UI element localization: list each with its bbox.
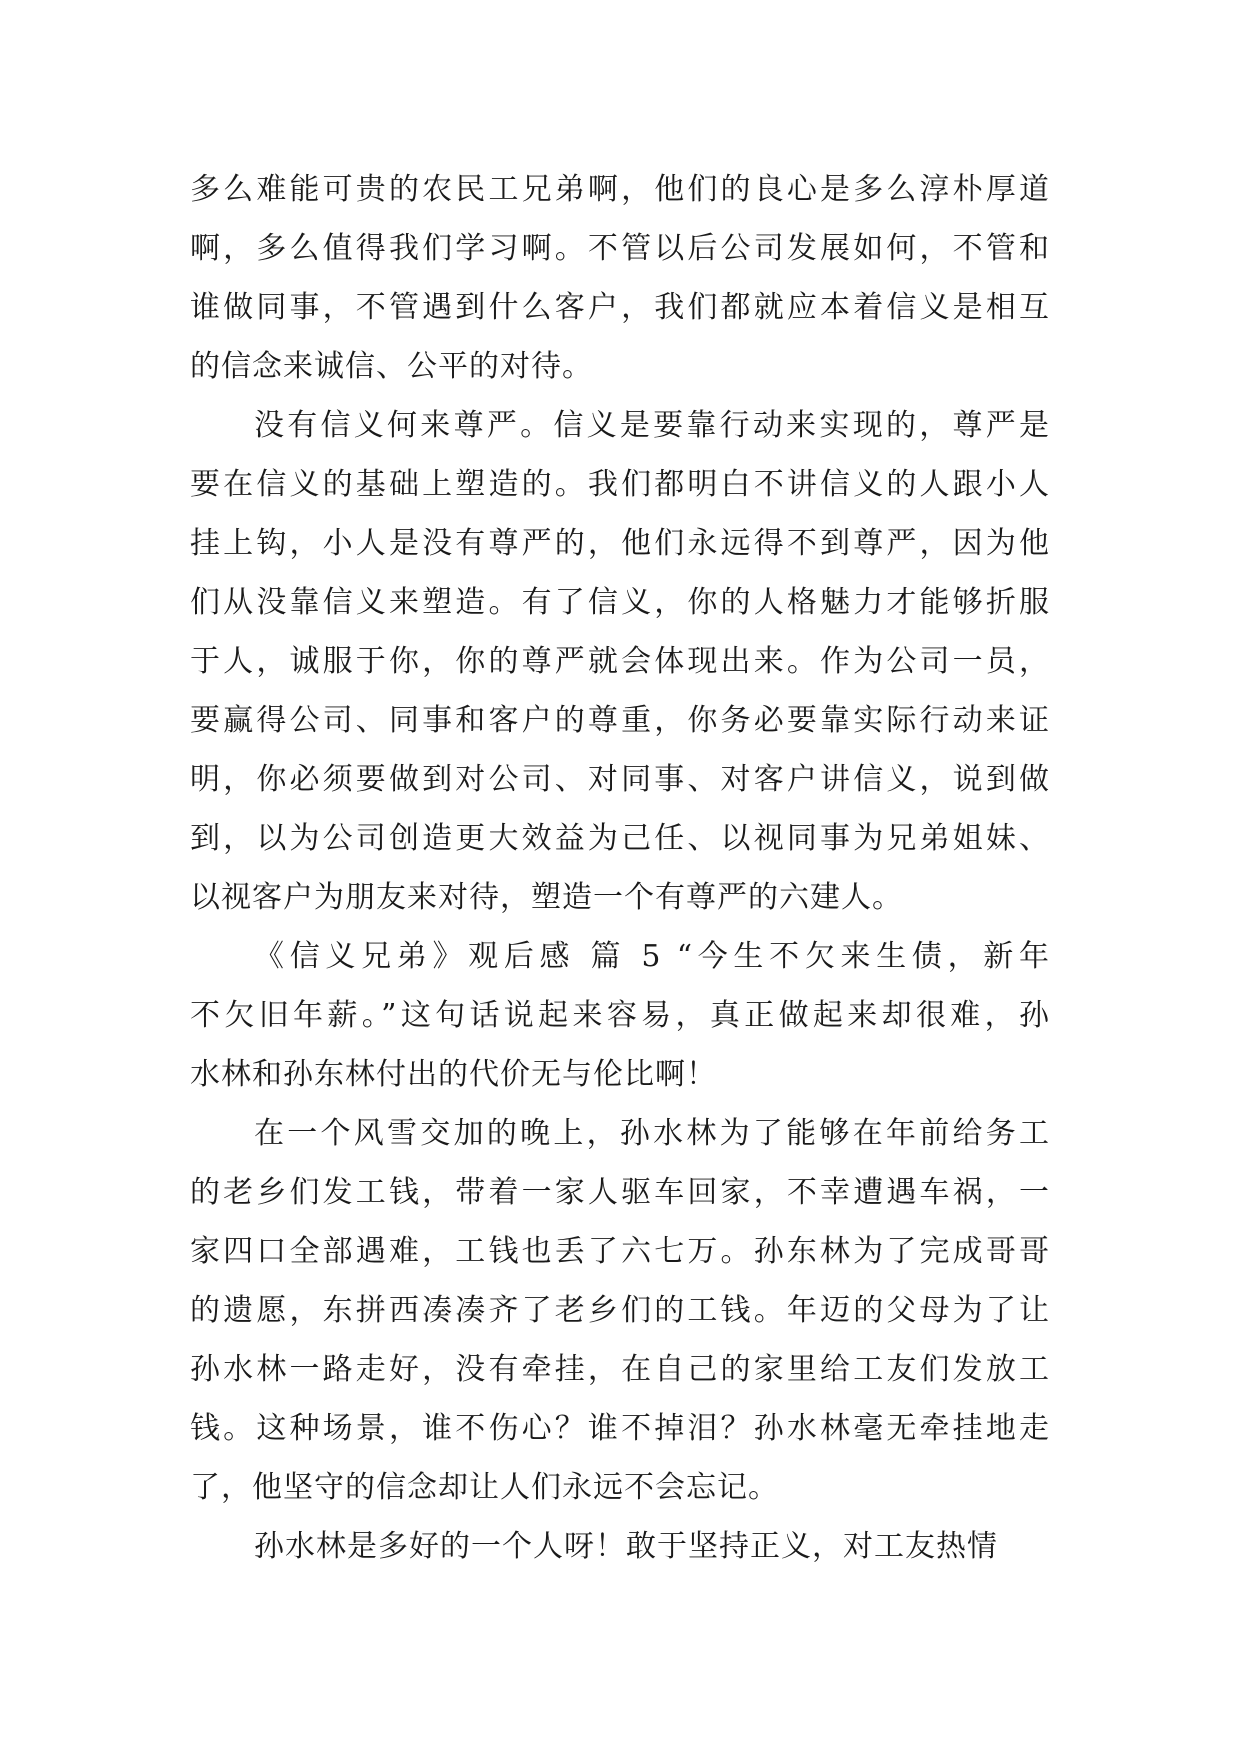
text-line: 家四口全部遇难，工钱也丢了六七万。孙东林为了完成哥哥 bbox=[190, 1234, 1050, 1269]
text-line: 于人，诚服于你，你的尊严就会体现出来。作为公司一员， bbox=[190, 644, 1050, 679]
paragraph-first-line: 孙水林是多好的一个人呀！敢于坚持正义，对工友热情 bbox=[254, 1529, 998, 1564]
paragraph-first-line: 在一个风雪交加的晚上，孙水林为了能够在年前给务工 bbox=[254, 1116, 1050, 1151]
document-body bbox=[190, 160, 1050, 1576]
text-line: 挂上钩，小人是没有尊严的，他们永远得不到尊严，因为他 bbox=[190, 526, 1050, 561]
text-line: 要赢得公司、同事和客户的尊重，你务必要靠实际行动来证 bbox=[190, 703, 1050, 738]
text-line: 的老乡们发工钱，带着一家人驱车回家，不幸遭遇车祸，一 bbox=[190, 1175, 1050, 1210]
text-line: 要在信义的基础上塑造的。我们都明白不讲信义的人跟小人 bbox=[190, 467, 1050, 502]
text-line: 啊，多么值得我们学习啊。不管以后公司发展如何，不管和 bbox=[190, 231, 1050, 266]
text-line: 以视客户为朋友来对待，塑造一个有尊严的六建人。 bbox=[190, 880, 903, 915]
text-line: 的信念来诚信、公平的对待。 bbox=[190, 349, 593, 384]
text-line: 的遗愿，东拼西凑凑齐了老乡们的工钱。年迈的父母为了让 bbox=[190, 1293, 1050, 1328]
text-line: 明，你必须要做到对公司、对同事、对客户讲信义，说到做 bbox=[190, 762, 1050, 797]
text-line: 钱。这种场景，谁不伤心？谁不掉泪？孙水林毫无牵挂地走 bbox=[190, 1411, 1050, 1446]
text-line: 孙水林一路走好，没有牵挂，在自己的家里给工友们发放工 bbox=[190, 1352, 1050, 1387]
text-line: 们从没靠信义来塑造。有了信义，你的人格魅力才能够折服 bbox=[190, 585, 1050, 620]
paragraph-first-line: 没有信义何来尊严。信义是要靠行动来实现的，尊严是 bbox=[254, 408, 1050, 443]
text-line: 到，以为公司创造更大效益为己任、以视同事为兄弟姐妹、 bbox=[190, 821, 1050, 856]
text-line: 不欠旧年薪。”这句话说起来容易，真正做起来却很难，孙 bbox=[190, 998, 1050, 1033]
text-line: 了，他坚守的信念却让人们永远不会忘记。 bbox=[190, 1470, 779, 1505]
text-line: 谁做同事，不管遇到什么客户，我们都就应本着信义是相互 bbox=[190, 290, 1050, 325]
section-heading-line: 《信义兄弟》观后感 篇 5 “今生不欠来生债，新年 bbox=[254, 939, 1050, 974]
text-line: 多么难能可贵的农民工兄弟啊，他们的良心是多么淳朴厚道 bbox=[190, 172, 1050, 207]
text-line: 水林和孙东林付出的代价无与伦比啊！ bbox=[190, 1057, 717, 1092]
